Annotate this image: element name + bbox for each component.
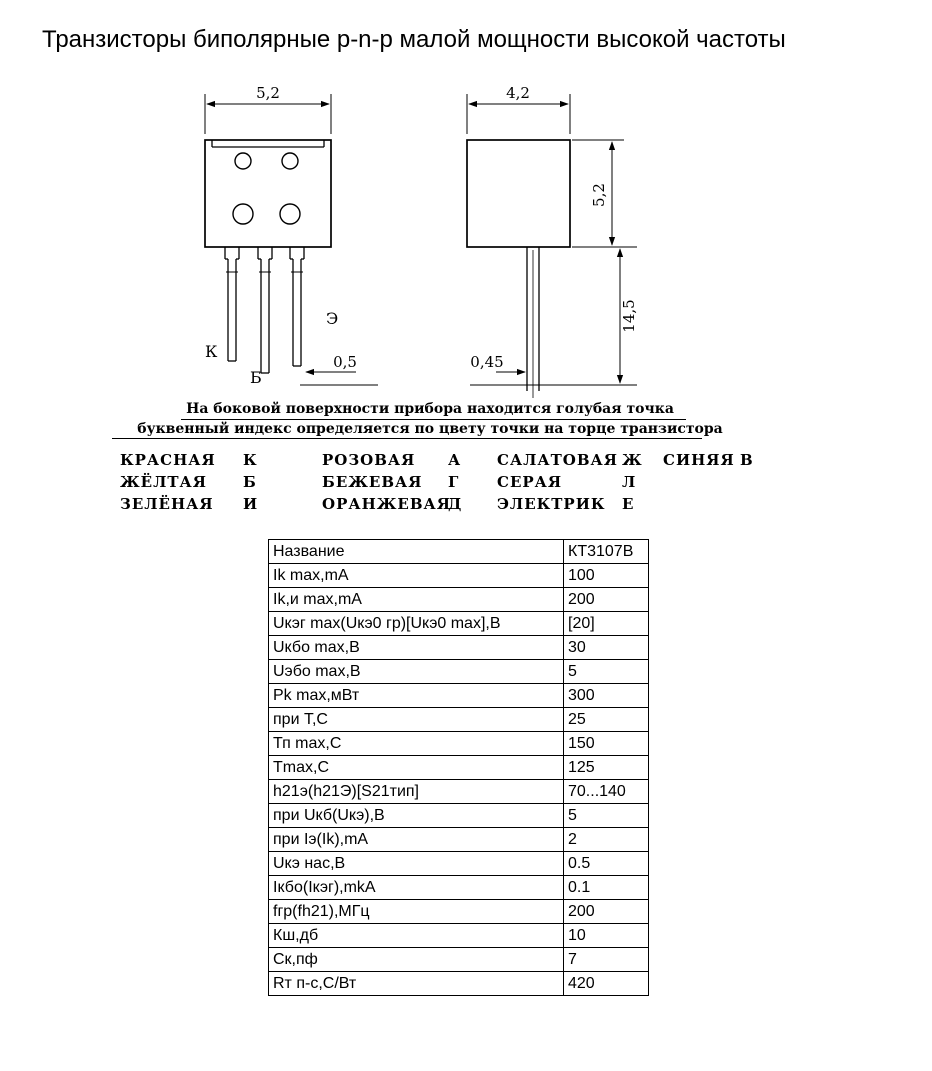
dimension-lead-thickness (300, 372, 378, 385)
lead-emitter (290, 247, 304, 366)
param-cell: Uэбо max,В (269, 660, 564, 684)
color-name: КРАСНАЯ (120, 451, 216, 469)
table-row (269, 684, 649, 708)
mounting-hole (235, 153, 251, 169)
color-code: И (243, 495, 259, 513)
dim-lead-thickness: 0,5 (333, 353, 357, 371)
color-name: БЕЖЕВАЯ (322, 473, 423, 491)
note-letter-index: буквенный индекс определяется по цвету точки на торце транзистора (137, 421, 723, 437)
color-code-row (120, 449, 780, 471)
package-drawing (0, 80, 700, 410)
param-cell: Uкбо max,В (269, 636, 564, 660)
param-cell: Ск,пф (269, 948, 564, 972)
param-cell: Pk max,мВт (269, 684, 564, 708)
value-cell: 100 (564, 564, 649, 588)
table-row (269, 972, 649, 996)
color-name: ОРАНЖЕВАЯ (322, 495, 451, 513)
table-row (269, 924, 649, 948)
color-name: ЭЛЕКТРИК (497, 495, 606, 513)
side-lead (527, 247, 539, 398)
color-name: САЛАТОВАЯ (497, 451, 618, 469)
color-code: Г (448, 473, 460, 491)
table-row (269, 756, 649, 780)
value-cell: 125 (564, 756, 649, 780)
color-name: ЗЕЛЁНАЯ (120, 495, 214, 513)
value-cell: 7 (564, 948, 649, 972)
value-cell: 420 (564, 972, 649, 996)
color-code: К (243, 451, 258, 469)
param-cell: Тп max,С (269, 732, 564, 756)
table-row (269, 564, 649, 588)
table-row (269, 876, 649, 900)
color-code: Д (448, 495, 463, 513)
lead-collector (225, 247, 239, 361)
table-row (269, 804, 649, 828)
front-view (205, 94, 378, 385)
table-row (269, 852, 649, 876)
dim-lead-width: 0,45 (470, 353, 504, 371)
param-cell: Iкбо(Iкэг),mkA (269, 876, 564, 900)
value-cell: 25 (564, 708, 649, 732)
value-cell: 5 (564, 660, 649, 684)
param-cell: Rт п-с,С/Вт (269, 972, 564, 996)
page-title: Транзисторы биполярные p-n-p малой мощности высокой частоты (42, 26, 786, 53)
color-name: ЖЁЛТАЯ (120, 473, 207, 491)
param-cell: fгр(fh21),МГц (269, 900, 564, 924)
value-cell: 200 (564, 900, 649, 924)
value-cell: 0.5 (564, 852, 649, 876)
value-cell: 150 (564, 732, 649, 756)
mounting-hole (282, 153, 298, 169)
divider (112, 438, 702, 439)
divider (181, 419, 686, 420)
note-blue-dot: На боковой поверхности прибора находится голубая точка (186, 401, 674, 417)
color-code: В (740, 451, 754, 469)
value-cell: 2 (564, 828, 649, 852)
value-cell: [20] (564, 612, 649, 636)
color-code-table (120, 449, 780, 515)
dim-lead-length: 14,5 (620, 299, 638, 333)
table-row (269, 636, 649, 660)
side-body-outline (467, 140, 570, 247)
color-code: Б (243, 473, 257, 491)
color-name: СЕРАЯ (497, 473, 563, 491)
dim-side-body-height: 5,2 (590, 183, 608, 207)
param-cell: Uкэг max(Uкэ0 гр)[Uкэ0 max],В (269, 612, 564, 636)
value-cell: 0.1 (564, 876, 649, 900)
color-code: Л (622, 473, 637, 491)
value-cell: 300 (564, 684, 649, 708)
table-row (269, 732, 649, 756)
table-row (269, 708, 649, 732)
param-cell: Ik max,mA (269, 564, 564, 588)
parameters-table (268, 539, 649, 996)
value-cell: 70...140 (564, 780, 649, 804)
lead-base (258, 247, 272, 373)
dim-side-body-depth: 4,2 (506, 84, 530, 102)
table-row (269, 948, 649, 972)
table-row (269, 588, 649, 612)
color-name: СИНЯЯ (663, 451, 735, 469)
param-cell: Кш,дб (269, 924, 564, 948)
value-cell: 200 (564, 588, 649, 612)
color-code: Ж (622, 451, 643, 469)
param-cell: при Iэ(Ik),mA (269, 828, 564, 852)
value-cell: 10 (564, 924, 649, 948)
mounting-hole (280, 204, 300, 224)
table-row (269, 660, 649, 684)
pin-label-emitter: Э (326, 309, 339, 328)
mounting-hole (233, 204, 253, 224)
param-cell: при Uкб(Uкэ),В (269, 804, 564, 828)
value-cell: 30 (564, 636, 649, 660)
dim-front-body-width: 5,2 (256, 84, 280, 102)
dimension-lead-width (470, 372, 560, 385)
param-cell: Tmax,С (269, 756, 564, 780)
color-code: Е (622, 495, 635, 513)
color-code: А (448, 451, 462, 469)
pin-label-base: Б (250, 368, 262, 387)
color-name: РОЗОВАЯ (322, 451, 416, 469)
front-body-outline (205, 140, 331, 247)
param-cell: при Т,С (269, 708, 564, 732)
param-cell: Ik,и max,mA (269, 588, 564, 612)
color-code-row (120, 493, 780, 515)
table-row (269, 612, 649, 636)
table-row (269, 540, 649, 564)
color-code-row (120, 471, 780, 493)
table-row (269, 828, 649, 852)
value-cell: 5 (564, 804, 649, 828)
table-row (269, 900, 649, 924)
pin-label-collector: К (205, 342, 218, 361)
param-cell: Название (269, 540, 564, 564)
value-cell: КТ3107В (564, 540, 649, 564)
table-row (269, 780, 649, 804)
param-cell: h21э(h21Э)[S21тип] (269, 780, 564, 804)
param-cell: Uкэ нас,В (269, 852, 564, 876)
